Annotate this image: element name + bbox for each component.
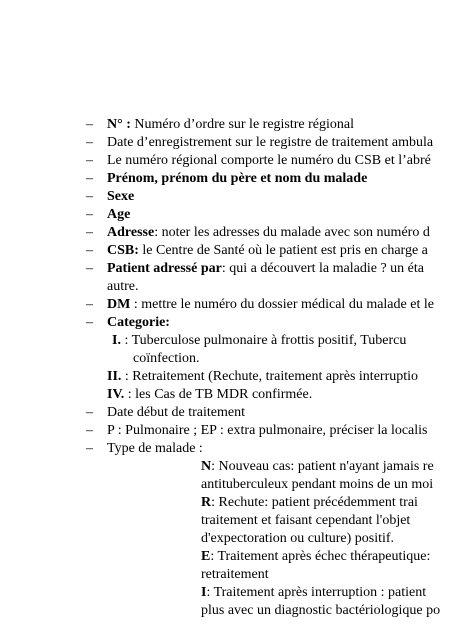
- type-text: : Rechute: patient précédemment trai: [211, 495, 418, 510]
- bold-term: Adresse: [107, 225, 155, 240]
- type-text: antituberculeux pendant moins de un moi: [201, 477, 434, 492]
- type-letter: I: [201, 585, 207, 600]
- bold-term: Age: [107, 207, 131, 222]
- bold-term: DM: [107, 297, 131, 312]
- type-text: : Traitement après interruption : patient: [206, 585, 427, 600]
- bullet-dash: –: [86, 171, 93, 186]
- type-letter: R: [201, 495, 212, 510]
- type-item-r-cont: [201, 512, 410, 530]
- field-type-malade: [107, 440, 203, 458]
- description-text: Date début de traitement: [107, 405, 245, 420]
- bold-term: CSB:: [107, 243, 139, 258]
- description-text: Le numéro régional comporte le numéro du CSB et l’abré: [107, 153, 431, 168]
- description-text: Date d’enregistrement sur le registre de traitement ambula: [107, 135, 434, 150]
- type-letter: E: [201, 549, 211, 564]
- field-dm: [107, 296, 434, 314]
- field-age: [107, 206, 130, 224]
- type-item-n: [201, 458, 434, 476]
- field-csb: [107, 242, 428, 260]
- type-item-i: [201, 584, 426, 602]
- bullet-dash: –: [86, 225, 93, 240]
- bold-term: Prénom, prénom du père et nom du malade: [107, 171, 368, 186]
- bullet-dash: –: [86, 315, 93, 330]
- field-patient-adresse: [107, 260, 424, 278]
- type-letter: N: [201, 459, 212, 474]
- type-item-i-cont: [201, 602, 440, 620]
- bold-term: Sexe: [107, 189, 135, 204]
- description-text: : qui a découvert la maladie ? un éta: [221, 261, 424, 276]
- bullet-dash: –: [86, 297, 93, 312]
- bullet-dash: –: [86, 423, 93, 438]
- field-numero-regional: [107, 152, 431, 170]
- description-text: le Centre de Santé où le patient est pris en charge a: [138, 243, 428, 258]
- category-item-4: [107, 386, 312, 404]
- type-text: : Nouveau cas: patient n'ayant jamais re: [211, 459, 434, 474]
- type-item-e-cont: [201, 566, 269, 584]
- type-text: d'expectoration ou culture) positif.: [201, 531, 395, 546]
- bullet-dash: –: [86, 441, 93, 456]
- category-item-2: [107, 368, 418, 386]
- category-number: I.: [112, 333, 121, 348]
- bullet-dash: –: [86, 117, 93, 132]
- field-categorie: [107, 314, 170, 332]
- category-number: IV.: [107, 387, 125, 402]
- bullet-dash: –: [86, 243, 93, 258]
- type-item-n-cont: [201, 476, 433, 494]
- bullet-dash: –: [86, 153, 93, 168]
- type-text: : Traitement après échec thérapeutique:: [210, 549, 431, 564]
- category-item-1-cont: [133, 350, 199, 368]
- description-text: : mettre le numéro du dossier médical du malade et le: [130, 297, 434, 312]
- description-text: P : Pulmonaire ; EP : extra pulmonaire, préciser la localis: [107, 423, 428, 438]
- field-numero: [107, 116, 354, 134]
- field-adresse: [107, 224, 430, 242]
- bold-term: Categorie:: [107, 315, 170, 330]
- category-item-1: [112, 332, 406, 350]
- field-date-enregistrement: [107, 134, 433, 152]
- type-text: traitement et faisant cependant l'objet: [201, 513, 411, 528]
- field-nom-malade: [107, 170, 367, 188]
- type-item-r: [201, 494, 418, 512]
- bold-term: Patient adressé par: [107, 261, 222, 276]
- bullet-dash: –: [86, 135, 93, 150]
- type-text: plus avec un diagnostic bactériologique po: [201, 603, 441, 618]
- bullet-dash: –: [86, 189, 93, 204]
- type-item-r-cont2: [201, 530, 394, 548]
- bold-term: N° :: [107, 117, 131, 132]
- bullet-dash: –: [86, 261, 93, 276]
- description-text: Numéro d’ordre sur le registre régional: [130, 117, 355, 132]
- description-text: : noter les adresses du malade avec son numéro d: [154, 225, 430, 240]
- category-number: II.: [107, 369, 122, 384]
- category-text: : Tuberculose pulmonaire à frottis positif, Tubercu: [120, 333, 407, 348]
- category-text: coïnfection.: [133, 351, 200, 366]
- field-localisation: [107, 422, 428, 440]
- field-date-debut: [107, 404, 245, 422]
- description-text: autre.: [107, 279, 139, 294]
- category-text: : les Cas de TB MDR confirmée.: [124, 387, 313, 402]
- type-item-e: [201, 548, 430, 566]
- field-sexe: [107, 188, 134, 206]
- category-text: : Retraitement (Rechute, traitement après interruptio: [121, 369, 419, 384]
- bullet-dash: –: [86, 405, 93, 420]
- bullet-dash: –: [86, 207, 93, 222]
- field-patient-adresse-cont: [107, 278, 138, 296]
- description-text: Type de malade :: [107, 441, 203, 456]
- type-text: retraitement: [201, 567, 269, 582]
